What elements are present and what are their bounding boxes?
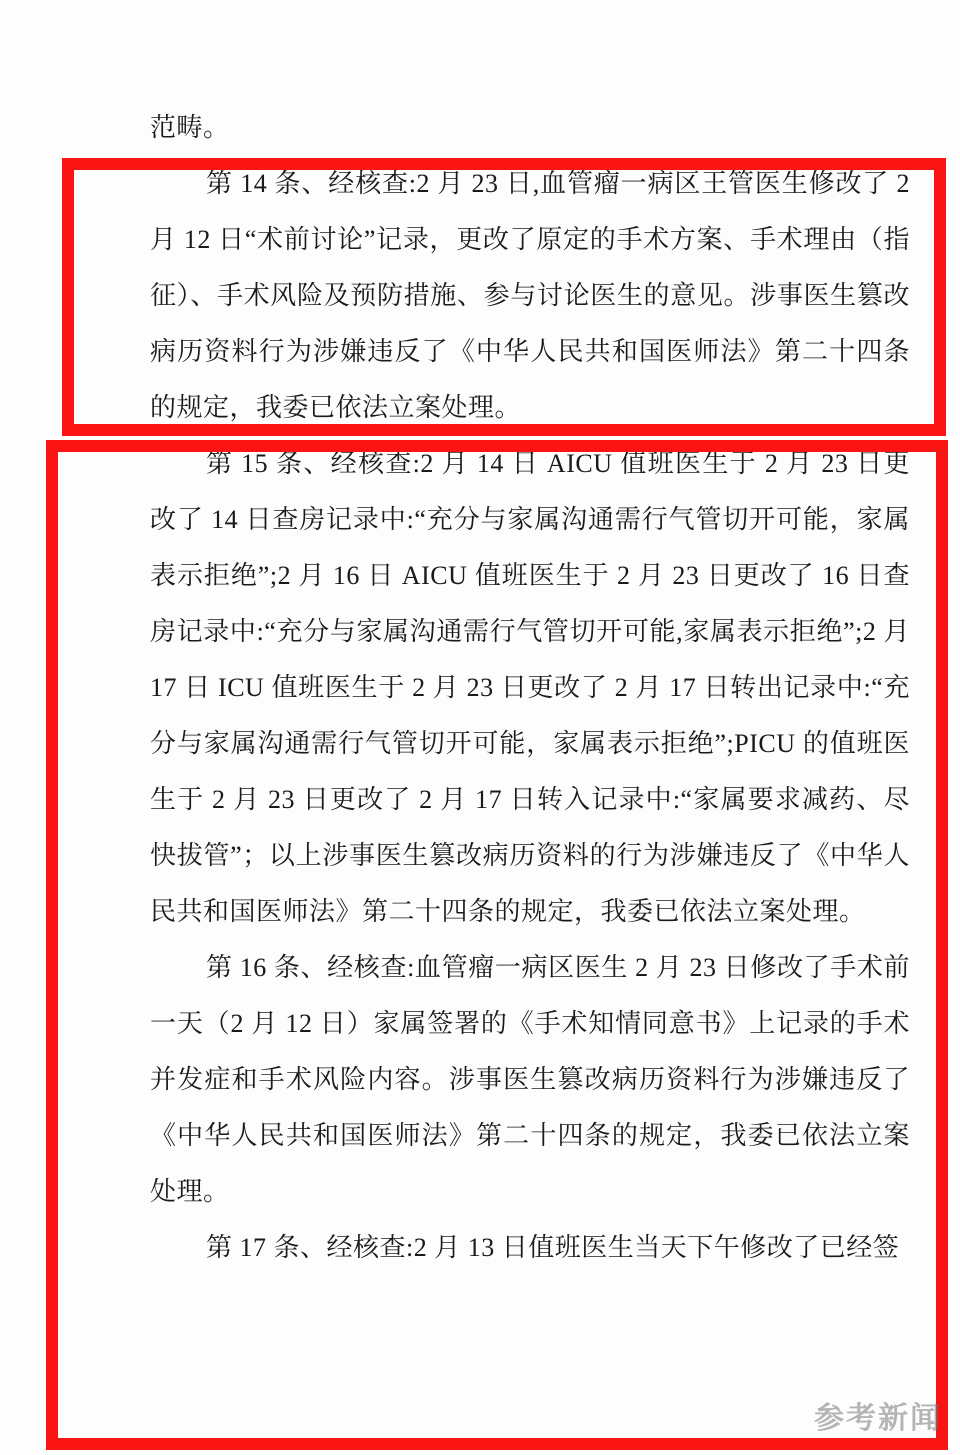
- paragraph-article-14: 第 14 条、经核查:2 月 23 日,血管瘤一病区王管医生修改了 2 月 12 日“术前讨论”记录，更改了原定的手术方案、手术理由（指征）、手术风险及预防措施、参与讨论医生的意见。涉事医生篡改病历资料行为涉嫌违反了《中华人民共和国医师法》第二十四条的规定，我委已依法立案处理。: [150, 169, 910, 422]
- document-text-body: [150, 100, 910, 1276]
- paragraph-article-16: 第 16 条、经核查:血管瘤一病区医生 2 月 23 日修改了手术前一天（2 月 12 日）家属签署的《手术知情同意书》上记录的手术并发症和手术风险内容。涉事医生篡改病历资料行为涉嫌违反了《中华人民共和国医师法》第二十四条的规定，我委已依法立案处理。: [150, 953, 910, 1206]
- paragraph-article-17: 第 17 条、经核查:2 月 13 日值班医生当天下午修改了已经签: [206, 1233, 900, 1262]
- watermark-label: 参考新闻: [814, 1402, 942, 1435]
- paragraph-article-15: 第 15 条、经核查:2 月 14 日 AICU 值班医生于 2 月 23 日更改了 14 日查房记录中:“充分与家属沟通需行气管切开可能，家属表示拒绝”;2 月 16 日 AICU 值班医生于 2 月 23 日更改了 16 日查房记录中:“充分与家属沟通需行气管切开可能,家属表示拒绝”;2 月 17 日 ICU 值班医生于 2 月 23 日更改了 2 月 17 日转出记录中:“充分与家属沟通需行气管切开可能，家属表示拒绝”;PICU 的值班医生于 2 月 23 日更改了 2 月 17 日转入记录中:“家属要求减药、尽快拔管”；以上涉事医生篡改病历资料的行为涉嫌违反了《中华人民共和国医师法》第二十四条的规定，我委已依法立案处理。: [150, 449, 910, 926]
- paragraph-continuation: 范畴。: [150, 113, 230, 142]
